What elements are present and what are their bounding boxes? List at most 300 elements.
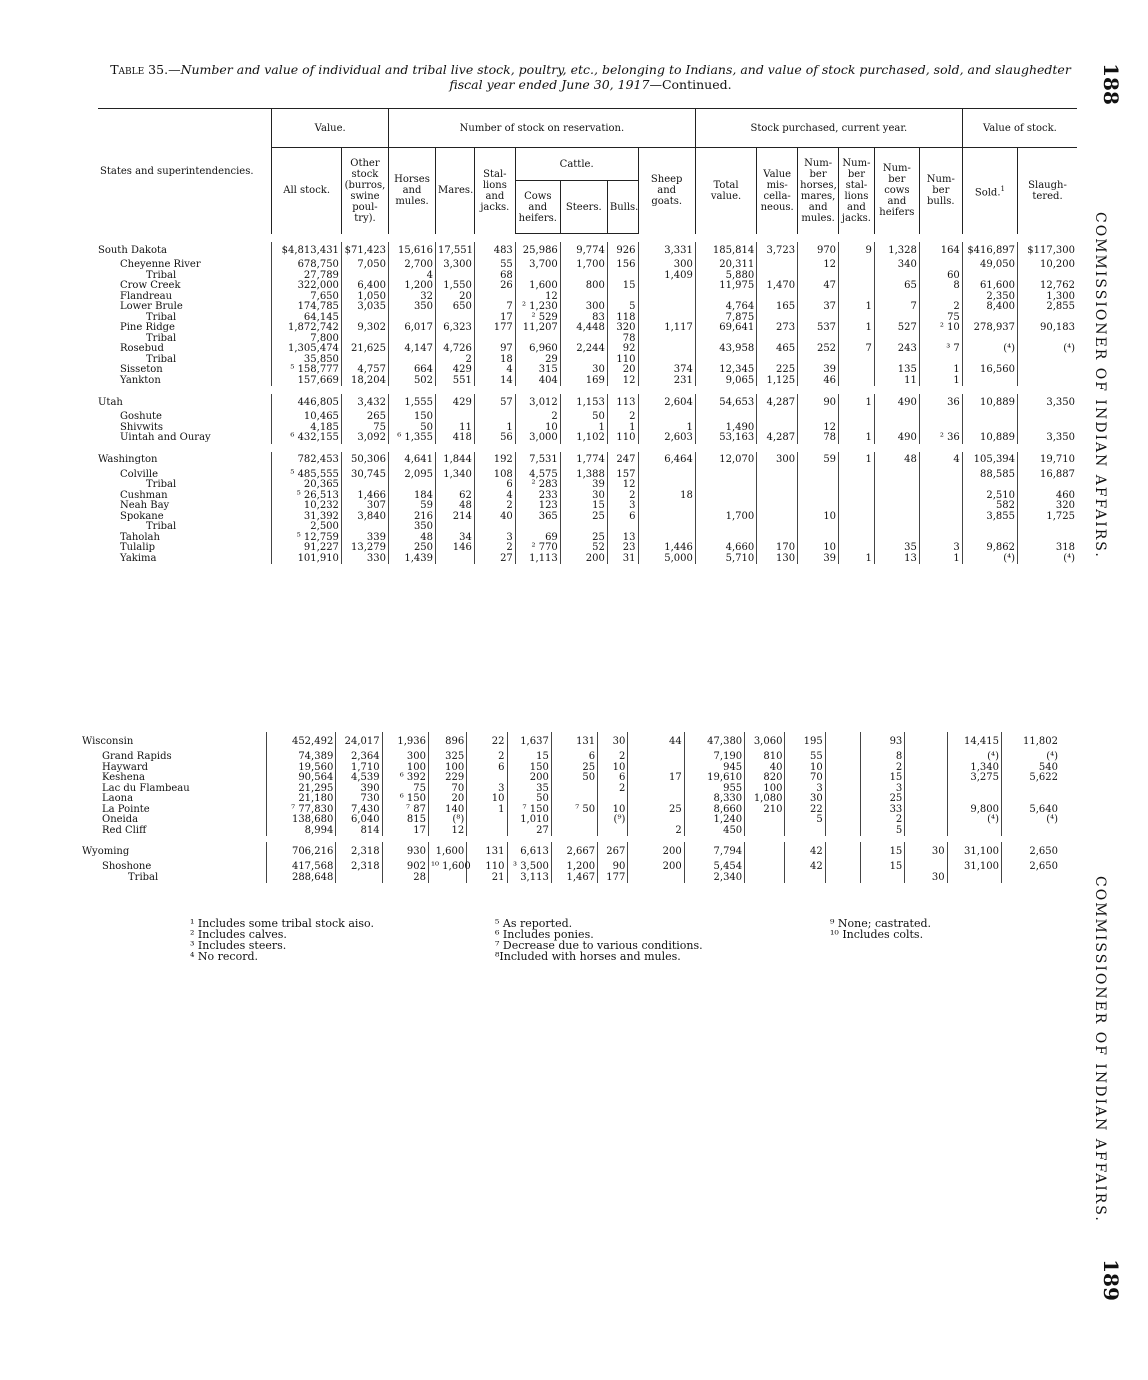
table-cell [1001, 873, 1060, 884]
table-cell: 2 [598, 784, 628, 795]
table-cell: 54,653 [695, 394, 756, 412]
table-cell: ³ 7 [919, 344, 962, 355]
table-cell: 2,095 [388, 470, 435, 481]
state-row [80, 842, 1060, 862]
table-cell: 185,814 [695, 242, 756, 260]
table-cell: 3,723 [757, 242, 798, 260]
table-cell: 6 [607, 512, 638, 523]
table-cell: 2 [607, 412, 638, 423]
table-cell: 930 [382, 842, 428, 862]
table-cell [388, 480, 435, 491]
table-cell: 225 [757, 365, 798, 376]
table-cell: 273 [757, 323, 798, 334]
table-cell: 19,560 [266, 763, 335, 774]
table-cell: 926 [607, 242, 638, 260]
table-cell: 17 [382, 826, 428, 837]
table-cell: 365 [515, 512, 560, 523]
table-cell: 9,800 [947, 805, 1001, 816]
footnotes-column-2 [495, 918, 703, 962]
table-cell: 27 [474, 554, 515, 565]
table-cell: 1,240 [684, 815, 744, 826]
row-label: Oneida [102, 814, 139, 825]
table-cell: 192 [474, 452, 515, 470]
header-sold [962, 148, 1017, 234]
table-cell [839, 522, 875, 533]
table-cell [467, 773, 507, 784]
header-reservation-group: Number of stock on reservation. [388, 109, 695, 148]
table-cell: 1,467 [551, 873, 597, 884]
table-cell: 2 [860, 815, 904, 826]
table-cell: 11,975 [695, 281, 756, 292]
table-cell: 16,887 [1018, 470, 1077, 481]
table-cell: 490 [874, 394, 919, 412]
table-cell [436, 522, 475, 533]
table-cell: 15 [860, 862, 904, 873]
table-cell: 12 [428, 826, 466, 837]
table-cell [607, 522, 638, 533]
table-cell [745, 842, 785, 862]
table-cell: 730 [336, 794, 382, 805]
table-cell: 7 [474, 302, 515, 313]
table-cell [757, 412, 798, 423]
table-cell: ⁷ 150 [507, 805, 551, 816]
table-cell: 2 [474, 543, 515, 554]
table-cell: 4,147 [388, 344, 435, 355]
table-cell: 50 [507, 794, 551, 805]
table-cell: 11,207 [515, 323, 560, 334]
table-cell: 551 [436, 376, 475, 387]
table-cell: 320 [1018, 501, 1077, 512]
table-cell: 200 [628, 862, 684, 873]
table-cell [336, 873, 382, 884]
table-cell [628, 815, 684, 826]
row-label: Tribal [146, 332, 177, 344]
table-row [98, 543, 1077, 554]
row-label: Shivwits [120, 421, 164, 433]
table-cell [919, 491, 962, 502]
table-cell: 2,603 [638, 433, 695, 444]
table-cell [628, 752, 684, 763]
table-cell: 108 [474, 470, 515, 481]
table-cell: 1,050 [341, 292, 388, 303]
table-cell [839, 470, 875, 481]
table-row [80, 815, 1060, 826]
row-label: Washington [98, 454, 158, 466]
table-cell: 6,464 [638, 452, 695, 470]
table-row [98, 512, 1077, 523]
table-cell: 15,616 [388, 242, 435, 260]
table-cell: 32 [388, 292, 435, 303]
table-cell: 820 [745, 773, 785, 784]
table-cell: 320 [607, 323, 638, 334]
table-cell [798, 480, 839, 491]
table-cell: 12 [798, 260, 839, 271]
table-cell: 288,648 [266, 873, 335, 884]
table-cell: 446,805 [272, 394, 342, 412]
table-cell: 1,600 [428, 842, 466, 862]
table-row [98, 412, 1077, 423]
table-cell: 4,726 [436, 344, 475, 355]
row-label: La Pointe [102, 803, 150, 815]
table-cell: 4,287 [757, 433, 798, 444]
table-cell: 65 [874, 281, 919, 292]
table-cell: 2,604 [638, 394, 695, 412]
table-cell: 6,400 [341, 281, 388, 292]
row-label: Neah Bay [120, 500, 170, 511]
table-cell [745, 815, 785, 826]
row-label: Tribal [146, 479, 177, 490]
table-cell: 11 [436, 423, 475, 434]
table-cell: 1,409 [638, 271, 695, 282]
table-cell: 39 [798, 365, 839, 376]
table-cell: 59 [388, 501, 435, 512]
table-cell: ⁵ 12,759 [272, 533, 342, 544]
table-cell: 3,855 [962, 512, 1017, 523]
table-cell: 200 [560, 554, 607, 565]
table-cell: 5,454 [684, 862, 744, 873]
table-cell [798, 501, 839, 512]
table-cell: 40 [745, 763, 785, 774]
table-cell: 300 [382, 752, 428, 763]
table-cell: 61,600 [962, 281, 1017, 292]
table-cell: 2,700 [388, 260, 435, 271]
table-cell: 131 [551, 732, 597, 752]
table-cell [638, 512, 695, 523]
table-cell: 300 [638, 260, 695, 271]
table-cell: 140 [428, 805, 466, 816]
table-cell: $416,897 [962, 242, 1017, 260]
table-cell [839, 365, 875, 376]
table-cell [947, 826, 1001, 837]
table-cell: 1,439 [388, 554, 435, 565]
table-row [98, 522, 1077, 533]
table-cell: 1 [919, 554, 962, 565]
table-cell: 2,855 [1018, 302, 1077, 313]
table-cell [745, 873, 785, 884]
table-cell: 30 [598, 732, 628, 752]
table-cell: 42 [785, 862, 825, 873]
running-head-bottom: COMMISSIONER OF INDIAN AFFAIRS. [1092, 876, 1108, 1223]
table-cell: 135 [874, 365, 919, 376]
table-cell [905, 826, 947, 837]
table-cell: 9,302 [341, 323, 388, 334]
table-cell: 1 [467, 805, 507, 816]
table-cell: 40 [474, 512, 515, 523]
footnote: ⁴ No record. [190, 950, 258, 963]
table-cell [341, 480, 388, 491]
table-cell: 4,764 [695, 302, 756, 313]
row-label: Wyoming [82, 845, 130, 857]
table-cell: 150 [507, 763, 551, 774]
table-row [98, 355, 1077, 366]
row-label: Spokane [120, 510, 164, 522]
table-cell: 330 [341, 554, 388, 565]
table-cell [474, 522, 515, 533]
table-cell: 78 [607, 334, 638, 345]
table-cell: 55 [785, 752, 825, 763]
table-row [98, 365, 1077, 376]
table-cell [905, 763, 947, 774]
header-purchased-group: Stock purchased, current year. [695, 109, 962, 148]
table-cell: 1,872,742 [272, 323, 342, 334]
table-cell [825, 862, 860, 873]
table-cell: 25 [560, 512, 607, 523]
table-cell: 10,232 [272, 501, 342, 512]
table-cell: ⁶ 1,355 [388, 433, 435, 444]
table-cell: 3,060 [745, 732, 785, 752]
row-label: Uintah and Ouray [120, 432, 211, 443]
footnotes-column-3 [830, 918, 931, 940]
state-row [80, 732, 1060, 752]
table-cell [745, 862, 785, 873]
table-cell: 75 [382, 784, 428, 795]
table-cell: 15 [560, 501, 607, 512]
table-cell: 4 [474, 365, 515, 376]
table-cell: 452,492 [266, 732, 335, 752]
row-label: Cheyenne River [120, 259, 201, 270]
table-cell [919, 470, 962, 481]
table-cell: 33 [860, 805, 904, 816]
table-cell: 12,070 [695, 452, 756, 470]
table-cell: 10 [798, 512, 839, 523]
table-row [80, 794, 1060, 805]
table-cell [825, 805, 860, 816]
table-cell: 10 [598, 763, 628, 774]
table-cell: 5,710 [695, 554, 756, 565]
table-cell: 1,305,474 [272, 344, 342, 355]
table-cell [474, 412, 515, 423]
table-cell [628, 784, 684, 795]
table-row [98, 281, 1077, 292]
table-cell [551, 784, 597, 795]
table-cell: 101,910 [272, 554, 342, 565]
table-cell: 64,145 [272, 313, 342, 324]
table-cell: (⁴) [1018, 554, 1077, 565]
table-cell: 678,750 [272, 260, 342, 271]
table-cell: 156 [607, 260, 638, 271]
table-cell: 1 [839, 323, 875, 334]
table-cell: 34 [436, 533, 475, 544]
table-cell [638, 281, 695, 292]
table-cell: 3 [467, 784, 507, 795]
table-cell [598, 794, 628, 805]
table-cell: 59 [798, 452, 839, 470]
table-cell: 30 [905, 873, 947, 884]
table-cell: 315 [515, 365, 560, 376]
table-cell: 12 [798, 423, 839, 434]
table-cell: 1,080 [745, 794, 785, 805]
footnote: ¹⁰ Includes colts. [830, 928, 924, 941]
table-cell: 100 [428, 763, 466, 774]
table-cell: 90,564 [266, 773, 335, 784]
table-cell: 4,660 [695, 543, 756, 554]
table-cell: 49,050 [962, 260, 1017, 271]
table-cell: 6 [551, 752, 597, 763]
table-cell: 4,448 [560, 323, 607, 334]
table-cell: 450 [684, 826, 744, 837]
table-cell: 13 [607, 533, 638, 544]
table-cell: 3,331 [638, 242, 695, 260]
table-cell: ⁶ 432,155 [272, 433, 342, 444]
table-row [80, 862, 1060, 873]
row-label: Laona [102, 793, 134, 804]
table-cell: 6,040 [336, 815, 382, 826]
table-cell [874, 512, 919, 523]
table-cell: 1 [919, 365, 962, 376]
table-cell: 250 [388, 543, 435, 554]
table-cell: 6 [474, 480, 515, 491]
row-label: Colville [120, 468, 159, 480]
table-cell [1018, 480, 1077, 491]
table-cell [825, 752, 860, 763]
header-sold-note: 1 [1000, 184, 1005, 193]
table-cell: 6,613 [507, 842, 551, 862]
table-row [98, 344, 1077, 355]
table-cell: (⁴) [1018, 344, 1077, 355]
table-cell: 15 [860, 773, 904, 784]
table-cell: 2 [628, 826, 684, 837]
table-cell: 2,318 [336, 862, 382, 873]
table-cell: ² 770 [515, 543, 560, 554]
row-label: Yakima [120, 552, 157, 564]
table-cell: 1,470 [757, 281, 798, 292]
table-cell: 17 [628, 773, 684, 784]
table-cell: 31,100 [947, 862, 1001, 873]
table-cell: 1,600 [515, 281, 560, 292]
table-cell: 11 [874, 376, 919, 387]
table-cell [695, 522, 756, 533]
row-label: Tribal [146, 269, 177, 281]
table-cell: 6 [467, 763, 507, 774]
table-cell: 1,446 [638, 543, 695, 554]
table-cell: 3,113 [507, 873, 551, 884]
table-cell: 53,163 [695, 433, 756, 444]
table-cell: 47,380 [684, 732, 744, 752]
table-cell: 174,785 [272, 302, 342, 313]
table-cell: 814 [336, 826, 382, 837]
row-label: Cushman [120, 489, 168, 501]
table-cell [551, 794, 597, 805]
table-cell [638, 522, 695, 533]
table-cell: 2,244 [560, 344, 607, 355]
table-cell: 3,275 [947, 773, 1001, 784]
table-cell: 16,560 [962, 365, 1017, 376]
table-cell: 26 [474, 281, 515, 292]
table-cell [825, 826, 860, 837]
table-cell: 21 [467, 873, 507, 884]
row-label: Yankton [120, 374, 161, 386]
table-cell: 252 [798, 344, 839, 355]
table-cell: 1,550 [436, 281, 475, 292]
table-cell: 1,300 [1018, 292, 1077, 303]
table-caption-line2: fiscal year ended June 30, 1917 [449, 77, 650, 92]
footnote: ⁵ As reported. [495, 917, 573, 930]
spacer-row [98, 386, 1077, 394]
table-cell: 650 [436, 302, 475, 313]
table-cell: 3,700 [515, 260, 560, 271]
row-label: South Dakota [98, 244, 167, 256]
table-cell: 91,227 [272, 543, 342, 554]
table-cell [874, 480, 919, 491]
table-cell: 5,000 [638, 554, 695, 565]
table-cell [905, 794, 947, 805]
table-cell: 31,392 [272, 512, 342, 523]
table-cell: 50 [388, 423, 435, 434]
table-cell: 69 [515, 533, 560, 544]
table-cell [905, 784, 947, 795]
table-cell: 39 [560, 480, 607, 491]
table-cell: 1,637 [507, 732, 551, 752]
table-cell: 22 [467, 732, 507, 752]
table-cell: 110 [607, 433, 638, 444]
table-cell: 11,802 [1001, 732, 1060, 752]
header-steers: Steers. [560, 181, 607, 234]
table-row [98, 323, 1077, 334]
table-cell: 8 [919, 281, 962, 292]
row-label: Pine Ridge [120, 322, 175, 333]
row-label: Hayward [102, 761, 149, 773]
row-label: Goshute [120, 411, 162, 422]
table-cell: 4,575 [515, 470, 560, 481]
table-cell: 10,465 [272, 412, 342, 423]
table-cell: ⁷ 77,830 [266, 805, 335, 816]
table-cell: 8,400 [962, 302, 1017, 313]
table-cell: 2,650 [1001, 842, 1060, 862]
table-cell: ¹⁰ 1,600 [428, 862, 466, 873]
row-label: Crow Creek [120, 280, 181, 291]
table-cell: 90,183 [1018, 323, 1077, 334]
table-row [80, 773, 1060, 784]
table-cell: 19,710 [1018, 452, 1077, 470]
table-cell: 10 [798, 543, 839, 554]
table-cell: 582 [962, 501, 1017, 512]
table-cell: 1,555 [388, 394, 435, 412]
table-cell [919, 501, 962, 512]
footnote: ⁶ Includes ponies. [495, 928, 594, 941]
table-cell: 5,622 [1001, 773, 1060, 784]
table-cell [825, 842, 860, 862]
table-row [80, 752, 1060, 763]
table-cell: ⁶ 150 [382, 794, 428, 805]
table-cell: 9 [839, 242, 875, 260]
table-cell: 1 [474, 423, 515, 434]
footnote: ⁹ None; castrated. [830, 917, 932, 930]
table-row [98, 480, 1077, 491]
table-cell [825, 732, 860, 752]
table-cell: (⁴) [1001, 815, 1060, 826]
table-cell: (⁴) [962, 344, 1017, 355]
table-cell: 46 [798, 376, 839, 387]
table-cell: 13 [874, 554, 919, 565]
table-cell [962, 522, 1017, 533]
table-cell [962, 376, 1017, 387]
table-cell: ⁷ 87 [382, 805, 428, 816]
page-number-top: 188 [1098, 63, 1123, 105]
table-cell: 7,190 [684, 752, 744, 763]
table-cell [638, 412, 695, 423]
table-cell: 1,774 [560, 452, 607, 470]
table-cell [428, 873, 466, 884]
table-cell: 100 [382, 763, 428, 774]
table-cell: 130 [757, 554, 798, 565]
header-cows-heifers: Cows and heifers. [515, 181, 560, 234]
table-cell [962, 412, 1017, 423]
row-label: Tulalip [120, 542, 156, 553]
table-cell [341, 522, 388, 533]
table-cell [919, 480, 962, 491]
table-cell: 1,725 [1018, 512, 1077, 523]
table-cell: (⁴) [947, 752, 1001, 763]
